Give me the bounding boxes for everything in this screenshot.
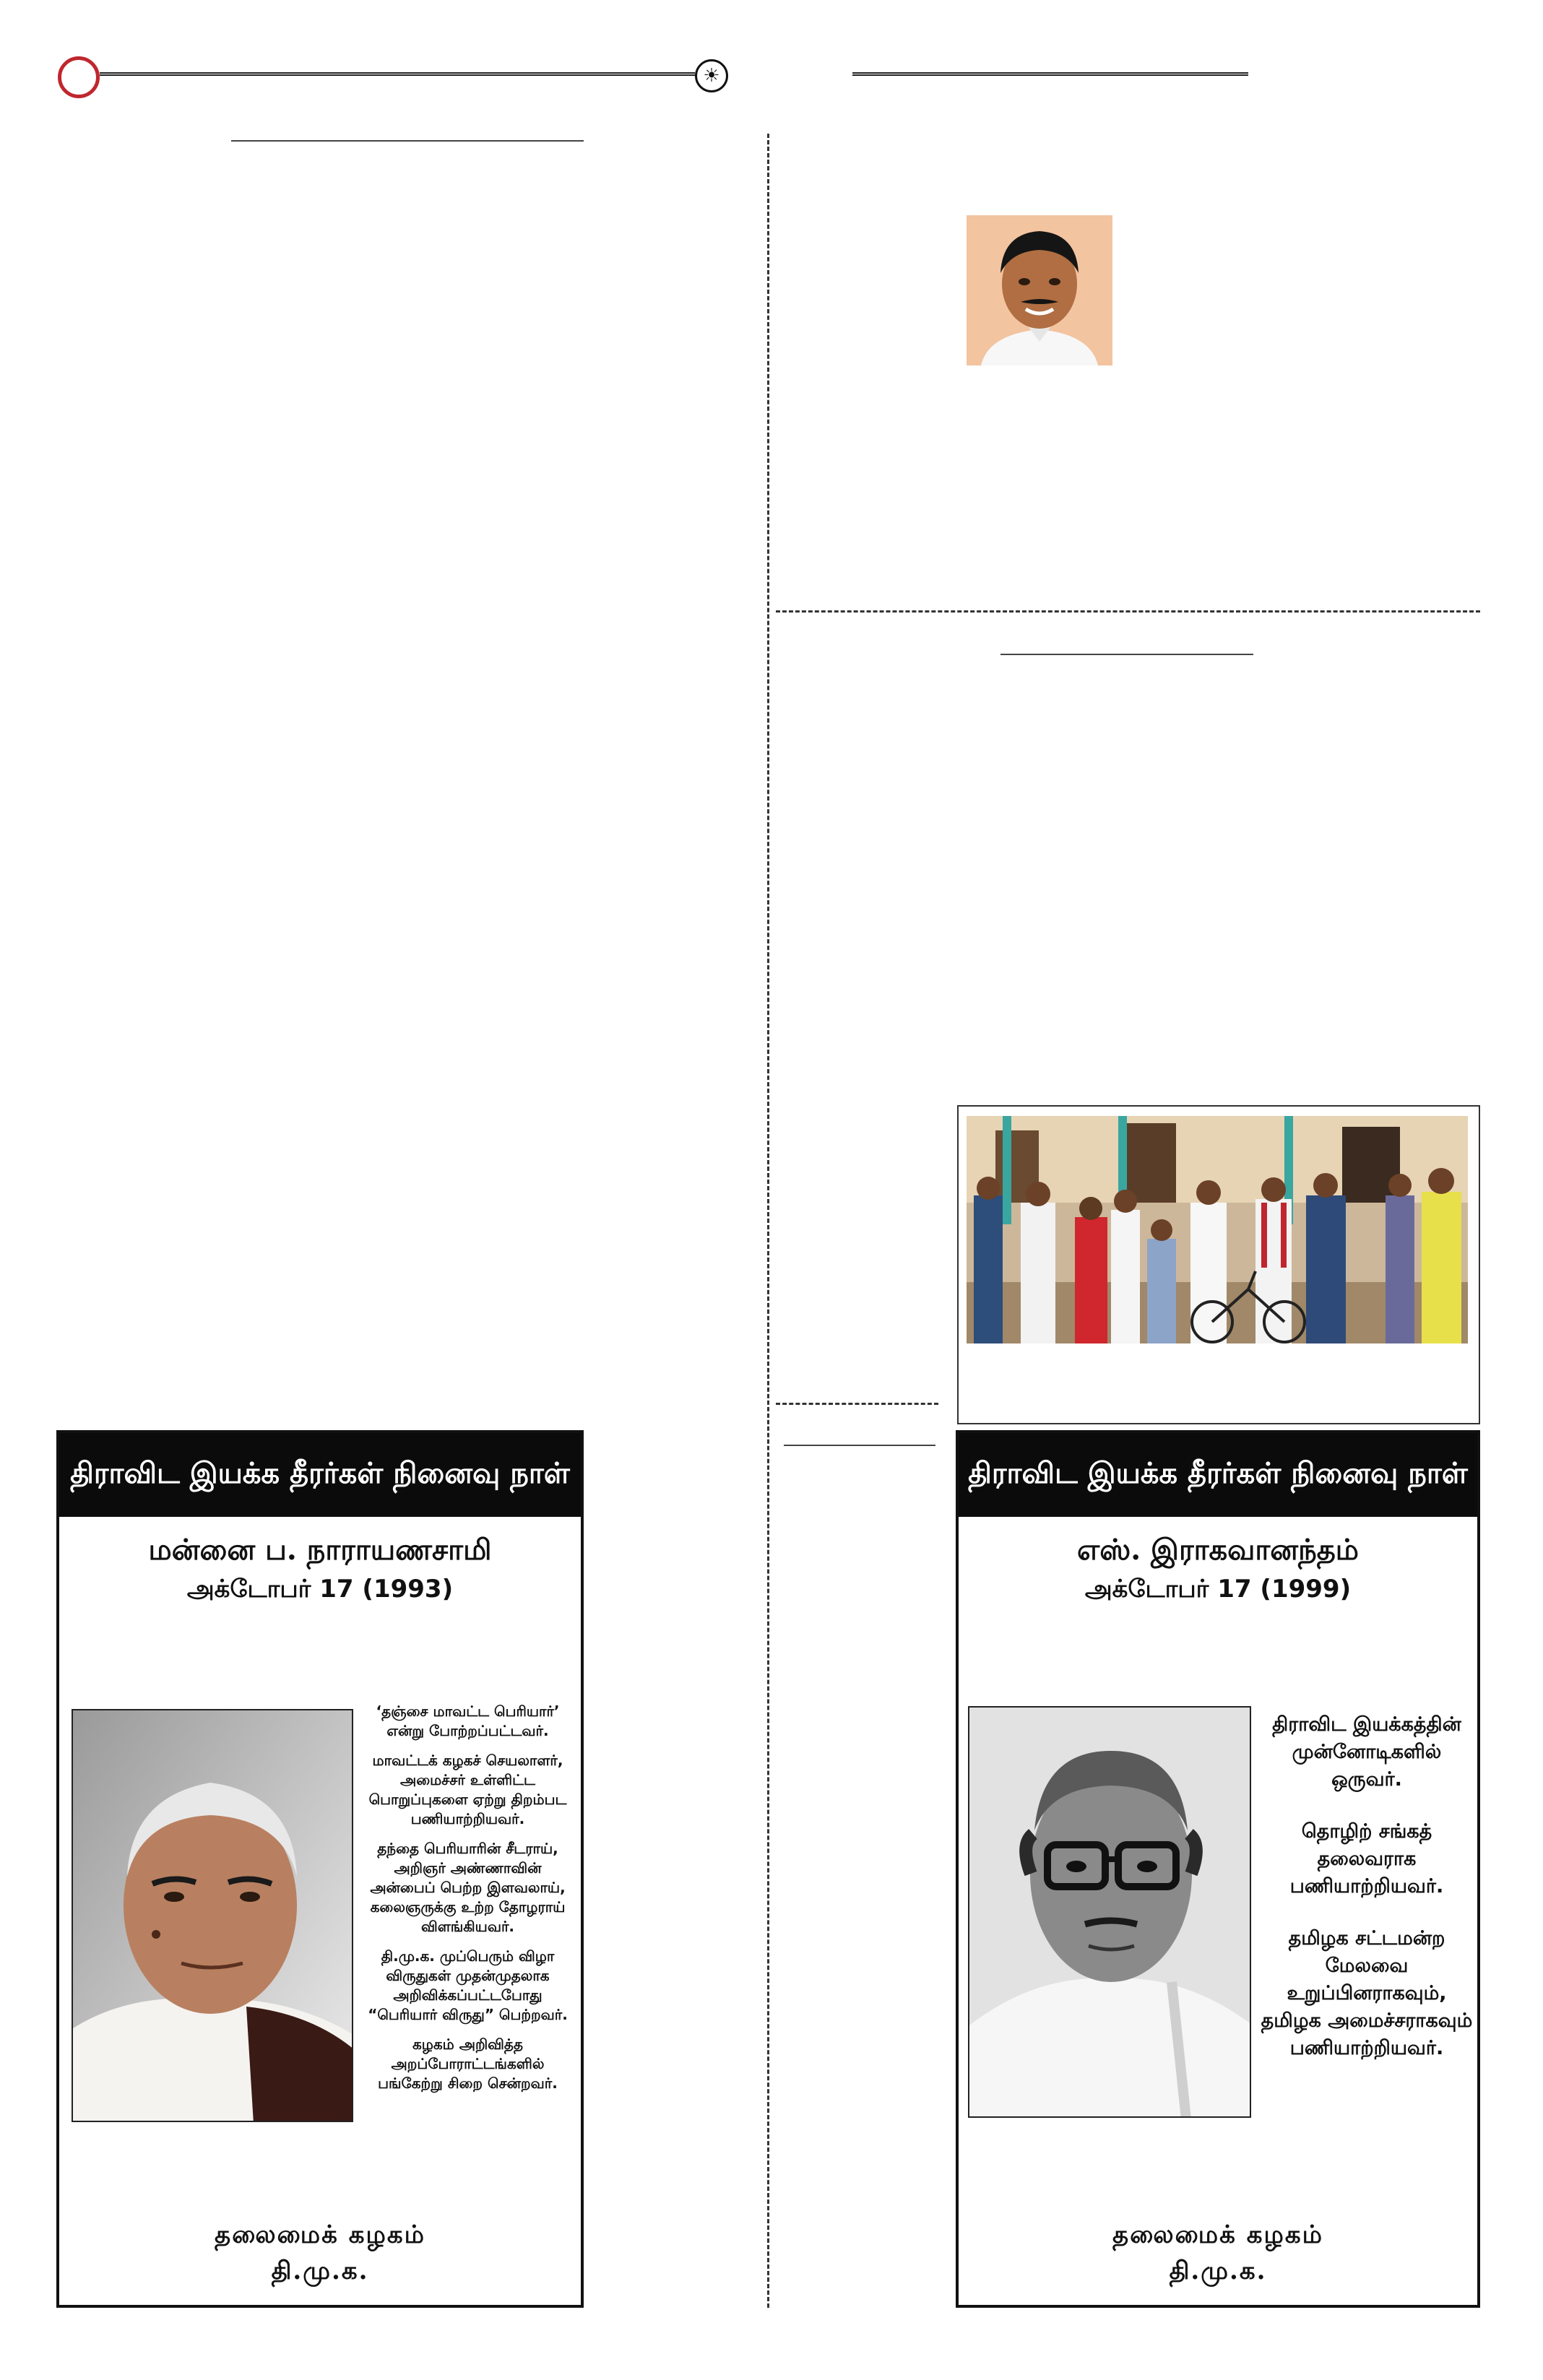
rising-sun-emblem-icon: ☀: [695, 59, 728, 92]
author-portrait-photo: [967, 215, 1112, 365]
bio-paragraph: திராவிட இயக்கத்தின் முன்னோடிகளில் ஒருவர்.: [1272, 1713, 1461, 1791]
bio-paragraph: ‘தஞ்சை மாவட்ட பெரியார்’ என்று போற்றப்பட்டவர்.: [376, 1702, 560, 1739]
bio-paragraph: தொழிற் சங்கத் தலைவராக பணியாற்றியவர்.: [1289, 1820, 1444, 1897]
small-article-title-rule: [784, 1445, 935, 1446]
header-rule-right: [852, 72, 1248, 76]
bio-paragraph: தந்தை பெரியாரின் சீடராய், அறிஞர் அண்ணாவின் அன்பைப் பெற்ற இளவலாய், கலைஞருக்கு உற்ற தோழராய் விளங்கியவர்.: [370, 1840, 566, 1935]
memorial-portrait-photo: [72, 1709, 353, 2122]
header-circle-ornament-icon: [58, 56, 100, 98]
header-rule-left: [100, 72, 695, 76]
memorial-banner: திராவிட இயக்க தீரர்கள் நினைவு நாள்: [59, 1433, 581, 1517]
right-article-title-rule: [1000, 654, 1253, 655]
bio-paragraph: மாவட்டக் கழகச் செயலாளர், அமைச்சர் உள்ளிட்ட பொறுப்புகளை ஏற்று திறம்பட பணியாற்றியவர்.: [368, 1752, 567, 1827]
memorial-name: மன்னை ப. நாராயணசாமி: [148, 1533, 492, 1567]
memorial-card-raghavanandam: [956, 1430, 1480, 2308]
memorial-footer-org: தலைமைக் கழகம்: [1112, 2220, 1323, 2249]
memorial-date: அக்டோபர் 17 (1993): [186, 1575, 454, 1604]
left-article-title-rule: [231, 140, 584, 142]
section-separator-small: [776, 1403, 938, 1405]
memorial-portrait-photo: [968, 1706, 1251, 2118]
memorial-date: அக்டோபர் 17 (1999): [1084, 1575, 1352, 1604]
bio-paragraph: கழகம் அறிவித்த அறப்போராட்டங்களில் பங்கேற்று சிறை சென்றவர்.: [378, 2035, 558, 2092]
memorial-card-narayanasamy: [56, 1430, 584, 2308]
memorial-footer-org: தலைமைக் கழகம்: [215, 2220, 425, 2249]
group-event-photo: [967, 1116, 1468, 1343]
memorial-footer-party: தி.மு.க.: [1169, 2256, 1267, 2285]
section-separator-top: [776, 610, 1480, 613]
memorial-banner: திராவிட இயக்க தீரர்கள் நினைவு நாள்: [959, 1433, 1477, 1517]
bio-paragraph: தமிழக சட்டமன்ற மேலவை உறுப்பினராகவும், தமிழக அமைச்சராகவும் பணியாற்றியவர்.: [1261, 1927, 1473, 2059]
memorial-name: எஸ். இராகவானந்தம்: [1077, 1533, 1359, 1567]
memorial-bio: [1258, 1711, 1475, 2072]
memorial-bio: [361, 1702, 574, 2103]
column-separator: [767, 134, 769, 2308]
memorial-footer-party: தி.மு.க.: [271, 2256, 369, 2285]
bio-paragraph: தி.மு.க. முப்பெரும் விழா விருதுகள் முதன்முதலாக அறிவிக்கப்பட்டபோது “பெரியார் விருது” பெற்றவர்.: [368, 1947, 568, 2023]
